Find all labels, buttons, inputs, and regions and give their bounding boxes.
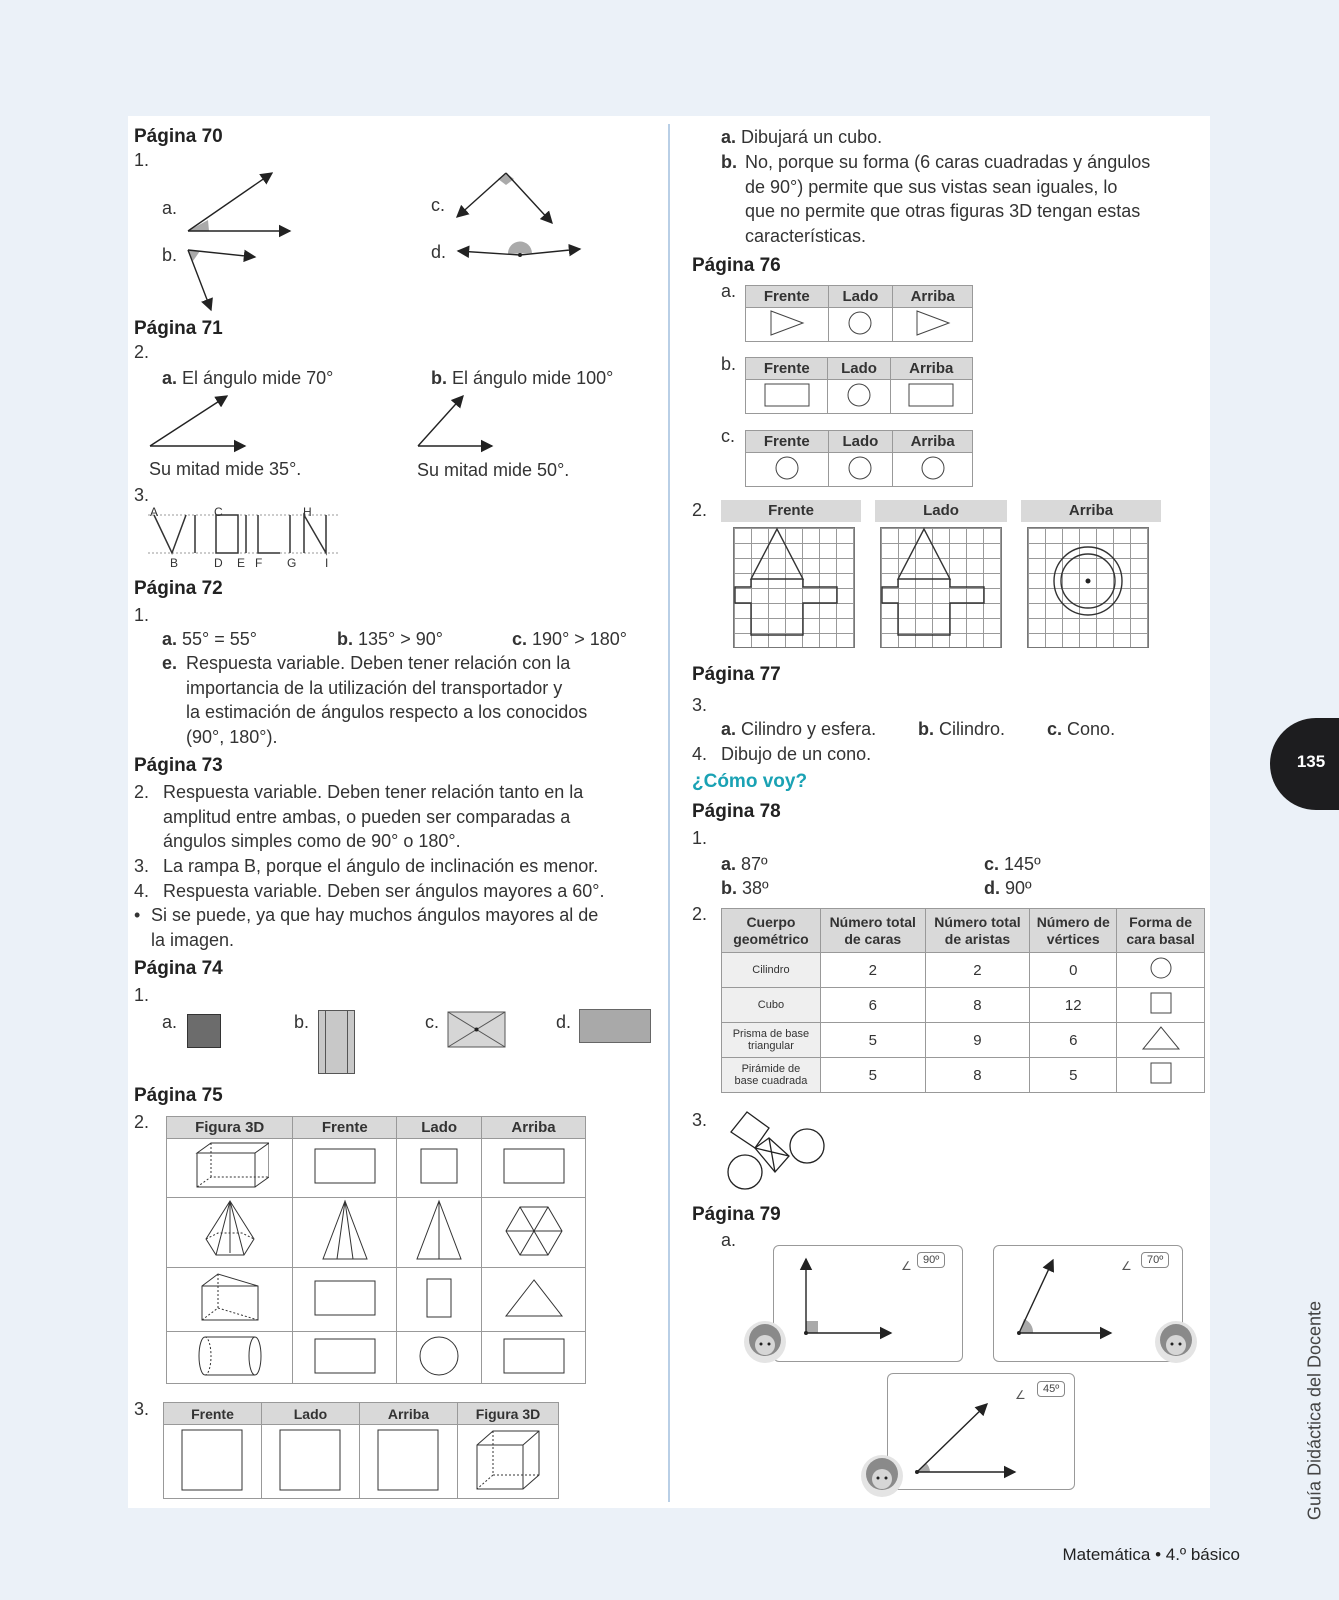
label-b: b. bbox=[337, 629, 353, 649]
faces-cell: 6 bbox=[820, 988, 925, 1023]
angle-badge: 90º bbox=[917, 1252, 945, 1268]
circle-view-icon bbox=[845, 381, 873, 409]
text-line: amplitud entre ambas, o pueden ser comparadas a bbox=[163, 806, 571, 827]
table-header: Número total de caras bbox=[820, 909, 925, 953]
point-label: D bbox=[214, 556, 223, 570]
text-line: de 90°) permite que sus vistas sean iguales, lo bbox=[745, 176, 1118, 197]
answer-text: Cono. bbox=[1067, 719, 1116, 739]
half-b: Su mitad mide 50°. bbox=[417, 460, 570, 480]
views-table-c bbox=[745, 430, 973, 487]
table-header: Lado bbox=[828, 431, 893, 453]
label-b: b. bbox=[431, 368, 447, 388]
table-header: Forma de cara basal bbox=[1117, 909, 1205, 953]
item-number: 1. bbox=[134, 605, 150, 625]
point-label: F bbox=[255, 556, 263, 570]
heading-p79: Página 79 bbox=[692, 1204, 781, 1225]
square-shape-icon bbox=[1148, 990, 1174, 1016]
item-number: 2. bbox=[134, 342, 150, 362]
triangle-view-icon bbox=[413, 1199, 465, 1263]
label-a: a. bbox=[721, 127, 737, 147]
svg-text:∠: ∠ bbox=[1121, 1259, 1132, 1273]
label-c: c. bbox=[1047, 719, 1063, 739]
footer-text: Matemática • 4.º básico bbox=[1062, 1545, 1240, 1564]
item-number: 4. bbox=[692, 744, 708, 764]
table-header: Figura 3D bbox=[457, 1403, 558, 1425]
square-view-icon bbox=[278, 1428, 342, 1492]
answer-text: 87º bbox=[741, 854, 768, 874]
text-line: características. bbox=[745, 225, 867, 246]
item-number: 4. bbox=[134, 881, 150, 901]
angle-drawings-p71 bbox=[145, 390, 505, 456]
view-label-front: Frente bbox=[721, 500, 861, 522]
label-d: d. bbox=[556, 1012, 572, 1032]
table-header: Arriba bbox=[359, 1403, 457, 1425]
answer-b bbox=[431, 366, 613, 391]
bullet: • bbox=[134, 905, 141, 925]
edges-cell: 8 bbox=[925, 1058, 1030, 1093]
child-avatar-icon bbox=[1153, 1319, 1199, 1365]
cube-3d-icon bbox=[475, 1427, 541, 1493]
answer-c bbox=[1047, 717, 1115, 742]
point-label: E bbox=[237, 556, 246, 570]
answer-b bbox=[918, 717, 1005, 742]
text-line: ángulos simples como de 90° o 180°. bbox=[163, 831, 461, 851]
heading-p72: Página 72 bbox=[134, 578, 223, 599]
table-header: Lado bbox=[261, 1403, 359, 1425]
answer-text: 190° > 180° bbox=[532, 629, 628, 649]
answer-bullet bbox=[151, 903, 651, 952]
column-divider bbox=[668, 124, 670, 1502]
body-name: Pirámide de base cuadrada bbox=[722, 1058, 821, 1093]
svg-text:∠: ∠ bbox=[901, 1259, 912, 1273]
answer-text: El ángulo mide 100° bbox=[452, 368, 614, 388]
answer-a bbox=[721, 125, 882, 150]
label-e: e. bbox=[162, 653, 178, 673]
answer-4: Respuesta variable. Deben ser ángulos mayores a 60°. bbox=[163, 881, 605, 901]
vertices-cell: 12 bbox=[1030, 988, 1117, 1023]
heading-p76: Página 76 bbox=[692, 255, 781, 276]
cylinder-icon bbox=[195, 1333, 265, 1379]
half-a: Su mitad mide 35°. bbox=[149, 459, 302, 479]
edges-cell: 2 bbox=[925, 953, 1030, 988]
answer-text: 135° > 90° bbox=[358, 629, 443, 649]
item-number: 1. bbox=[692, 828, 708, 848]
table-header: Arriba bbox=[893, 286, 973, 308]
heading-p75: Página 75 bbox=[134, 1085, 223, 1106]
geometric-bodies-table bbox=[721, 908, 1205, 1093]
answer-b bbox=[721, 876, 769, 901]
views-table-a bbox=[745, 285, 973, 342]
item-number: 3. bbox=[134, 856, 150, 876]
page-number-tab bbox=[1270, 718, 1339, 810]
table-header: Número de vértices bbox=[1030, 909, 1117, 953]
label-c: c. bbox=[425, 1012, 440, 1032]
child-avatar-icon bbox=[859, 1453, 905, 1499]
views-table-p75-2 bbox=[166, 1116, 586, 1384]
label-c: c. bbox=[984, 854, 1000, 874]
triangular-prism-icon bbox=[198, 1270, 262, 1326]
house-front-drawing bbox=[733, 527, 855, 648]
point-label: B bbox=[170, 556, 179, 570]
vertices-cell: 0 bbox=[1030, 953, 1117, 988]
item-number: 2. bbox=[134, 782, 150, 802]
heading-p74: Página 74 bbox=[134, 958, 223, 979]
label-d: d. bbox=[431, 242, 447, 262]
faces-cell: 5 bbox=[820, 1023, 925, 1058]
svg-text:∠: ∠ bbox=[1015, 1388, 1026, 1402]
label-b: b. bbox=[294, 1012, 310, 1032]
item-number: 3. bbox=[692, 1110, 708, 1130]
item-number: 1. bbox=[134, 985, 150, 1005]
answer-a bbox=[162, 366, 333, 391]
label-a: a. bbox=[162, 198, 178, 218]
answer-c bbox=[512, 627, 627, 652]
answer-4: Dibujo de un cono. bbox=[721, 744, 872, 764]
answer-2 bbox=[163, 780, 653, 854]
faces-cell: 5 bbox=[820, 1058, 925, 1093]
faces-cell: 2 bbox=[820, 953, 925, 988]
view-label-top: Arriba bbox=[1021, 500, 1161, 522]
table-header: Lado bbox=[397, 1117, 482, 1139]
text-line: importancia de la utilización del transportador y bbox=[186, 677, 563, 698]
heading-p78: Página 78 bbox=[692, 801, 781, 822]
rectangle-view-icon bbox=[313, 1278, 377, 1318]
house-side-drawing bbox=[880, 527, 1002, 648]
answer-a bbox=[721, 717, 876, 742]
heading-p70: Página 70 bbox=[134, 126, 223, 147]
triangle-view-icon bbox=[767, 309, 807, 337]
item-number: 2. bbox=[692, 500, 708, 520]
label-a: a. bbox=[162, 368, 178, 388]
circles-top-drawing bbox=[1027, 527, 1149, 648]
table-header: Lado bbox=[828, 358, 890, 380]
answer-text: Cilindro. bbox=[939, 719, 1006, 739]
prism-3d-icon bbox=[191, 1139, 269, 1193]
item-number: 3. bbox=[134, 1399, 150, 1419]
point-label: A bbox=[150, 505, 159, 519]
label-c: c. bbox=[431, 195, 446, 215]
label-b: b. bbox=[721, 152, 737, 172]
table-header: Frente bbox=[746, 286, 829, 308]
answer-d bbox=[984, 876, 1032, 901]
circle-view-icon bbox=[846, 309, 874, 337]
angle-badge: 45º bbox=[1037, 1381, 1065, 1397]
text-line: que no permite que otras figuras 3D tengan estas bbox=[745, 201, 1141, 221]
answer-a bbox=[162, 627, 257, 652]
answer-text: 55° = 55° bbox=[182, 629, 257, 649]
table-row bbox=[722, 1023, 1205, 1058]
heading-p71: Página 71 bbox=[134, 318, 223, 339]
angle-90-drawing bbox=[773, 1245, 963, 1362]
label-b: b. bbox=[721, 878, 737, 898]
angle-badge: 70º bbox=[1141, 1252, 1169, 1268]
answer-text: El ángulo mide 70° bbox=[182, 368, 334, 388]
label-b: b. bbox=[162, 245, 178, 265]
item-number: 2. bbox=[692, 904, 708, 924]
label-b: b. bbox=[918, 719, 934, 739]
square-shape bbox=[187, 1014, 221, 1048]
label-a: a. bbox=[162, 629, 178, 649]
label-d: d. bbox=[984, 878, 1000, 898]
table-header: Figura 3D bbox=[167, 1117, 293, 1139]
answer-b bbox=[745, 150, 1215, 248]
triangle-view-icon bbox=[319, 1199, 371, 1263]
heading-p73: Página 73 bbox=[134, 755, 223, 776]
point-label: C bbox=[214, 505, 223, 519]
triangle-view-icon bbox=[913, 309, 953, 337]
net-drawing bbox=[725, 1110, 835, 1192]
body-name: Cilindro bbox=[722, 953, 821, 988]
table-header: Arriba bbox=[482, 1117, 586, 1139]
table-row bbox=[722, 988, 1205, 1023]
table-row bbox=[722, 1058, 1205, 1093]
table-row bbox=[722, 953, 1205, 988]
table-header: Cuerpo geométrico bbox=[722, 909, 821, 953]
label-a: a. bbox=[721, 281, 737, 301]
body-name: Cubo bbox=[722, 988, 821, 1023]
table-header: Frente bbox=[746, 358, 828, 380]
item-number: 2. bbox=[134, 1112, 150, 1132]
wide-rectangle-shape bbox=[579, 1009, 651, 1043]
text-line: Si se puede, ya que hay muchos ángulos mayores al de bbox=[151, 905, 599, 925]
view-label-side: Lado bbox=[875, 500, 1007, 522]
circle-view-icon bbox=[846, 454, 874, 482]
rectangle-view-icon bbox=[313, 1146, 377, 1186]
table-header: Frente bbox=[164, 1403, 262, 1425]
circle-view-icon bbox=[919, 454, 947, 482]
text-line: (90°, 180°). bbox=[186, 726, 278, 747]
triangle-shape-icon bbox=[1141, 1025, 1181, 1051]
table-header: Frente bbox=[293, 1117, 397, 1139]
views-table-b bbox=[745, 357, 973, 414]
rectangle-view-icon bbox=[763, 381, 811, 409]
square-shape-icon bbox=[1148, 1060, 1174, 1086]
answer-text: Dibujará un cubo. bbox=[741, 127, 883, 147]
child-avatar-icon bbox=[742, 1319, 788, 1365]
circle-shape-icon bbox=[1148, 955, 1174, 981]
section-title-como-voy: ¿Cómo voy? bbox=[692, 771, 808, 792]
answer-text: 38º bbox=[742, 878, 769, 898]
answer-b bbox=[337, 627, 443, 652]
answer-text: Cilindro y esfera. bbox=[741, 719, 877, 739]
rectangle-shape bbox=[318, 1010, 355, 1074]
table-header: Número total de aristas bbox=[925, 909, 1030, 953]
square-view-icon bbox=[376, 1428, 440, 1492]
answer-3: La rampa B, porque el ángulo de inclinación es menor. bbox=[163, 856, 599, 876]
text-line: No, porque su forma (6 caras cuadradas y ángulos bbox=[745, 152, 1151, 172]
table-header: Frente bbox=[746, 431, 829, 453]
square-view-icon bbox=[419, 1146, 459, 1186]
page-number: 135 bbox=[1296, 752, 1326, 771]
text-line: Respuesta variable. Deben tener relación con la bbox=[186, 653, 571, 673]
label-c: c. bbox=[721, 426, 736, 446]
circle-view-icon bbox=[417, 1334, 461, 1378]
text-line: la imagen. bbox=[151, 929, 235, 950]
label-a: a. bbox=[162, 1012, 178, 1032]
body-name: Prisma de base triangular bbox=[722, 1023, 821, 1058]
table-header: Lado bbox=[828, 286, 893, 308]
point-label: H bbox=[303, 505, 312, 519]
answer-text: 90º bbox=[1005, 878, 1032, 898]
label-a: a. bbox=[721, 1230, 737, 1250]
side-title: Guía Didáctica del Docente bbox=[1304, 1300, 1325, 1521]
label-b: b. bbox=[721, 354, 737, 374]
hexagonal-pyramid-icon bbox=[200, 1199, 260, 1263]
label-c: c. bbox=[512, 629, 528, 649]
vertices-cell: 5 bbox=[1030, 1058, 1117, 1093]
item-number: 1. bbox=[134, 150, 150, 170]
rectangle-view-icon bbox=[313, 1336, 377, 1376]
edges-cell: 8 bbox=[925, 988, 1030, 1023]
answer-e bbox=[186, 651, 656, 749]
answer-c bbox=[984, 852, 1041, 877]
answer-text: 145º bbox=[1004, 854, 1041, 874]
text-line: la estimación de ángulos respecto a los conocidos bbox=[186, 702, 588, 722]
answer-a bbox=[721, 852, 768, 877]
angle-45-drawing bbox=[887, 1373, 1075, 1490]
envelope-shape bbox=[447, 1011, 507, 1049]
item-number: 3. bbox=[134, 485, 150, 505]
circle-view-icon bbox=[773, 454, 801, 482]
tall-rectangle-view-icon bbox=[424, 1276, 454, 1320]
angles-figure-p70 bbox=[180, 165, 600, 315]
views-table-p75-3 bbox=[163, 1402, 559, 1499]
table-header: Arriba bbox=[890, 358, 973, 380]
point-label: G bbox=[287, 556, 297, 570]
square-view-icon bbox=[180, 1428, 244, 1492]
triangle-view-icon bbox=[504, 1276, 564, 1320]
rectangle-view-icon bbox=[502, 1336, 566, 1376]
rectangle-view-icon bbox=[907, 381, 955, 409]
text-line: Respuesta variable. Deben tener relación tanto en la bbox=[163, 782, 584, 802]
item-number: 3. bbox=[692, 695, 708, 715]
point-label: I bbox=[325, 556, 329, 570]
table-header: Arriba bbox=[893, 431, 973, 453]
rectangle-view-icon bbox=[502, 1146, 566, 1186]
label-a: a. bbox=[721, 854, 737, 874]
label-a: a. bbox=[721, 719, 737, 739]
hexagon-view-icon bbox=[504, 1203, 564, 1259]
edges-cell: 9 bbox=[925, 1023, 1030, 1058]
heading-p77: Página 77 bbox=[692, 664, 781, 685]
vertices-cell: 6 bbox=[1030, 1023, 1117, 1058]
